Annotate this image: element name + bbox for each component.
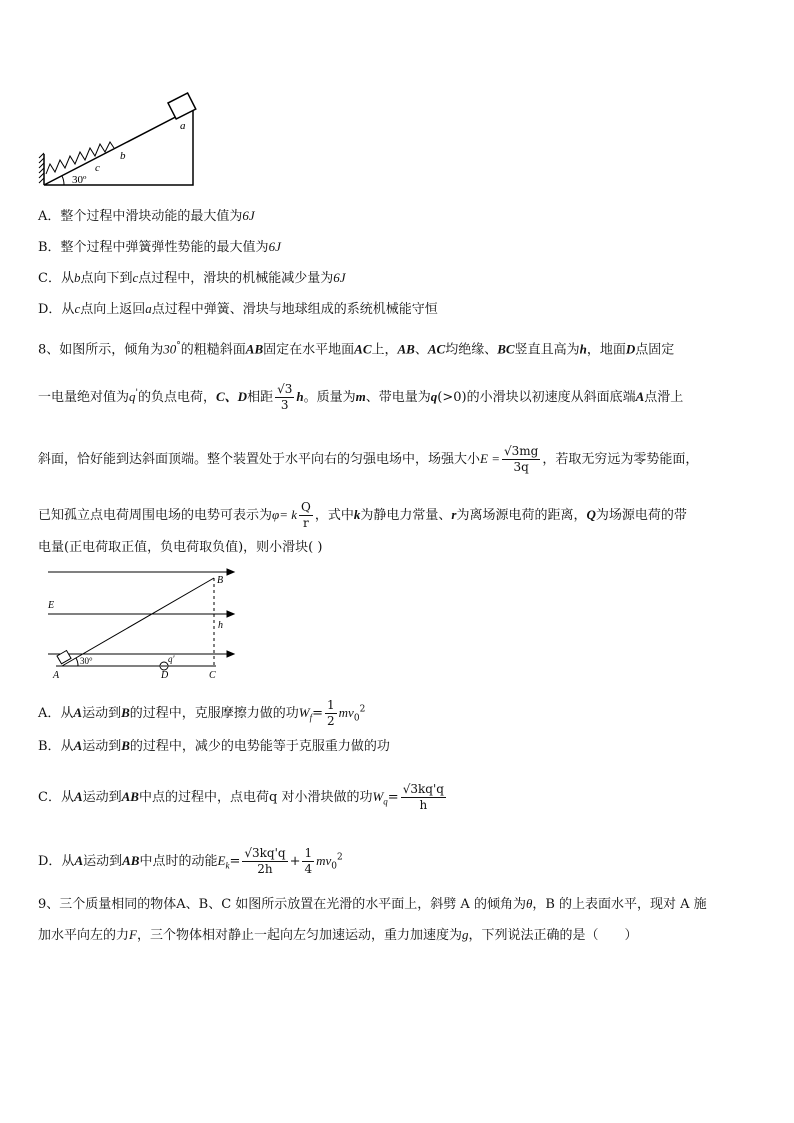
fig1-label-b: b (120, 150, 126, 162)
q7-option-a: A．整个过程中滑块动能的最大值为6J (38, 208, 255, 224)
q7-option-d: D．从c点向上返回a点过程中弹簧、滑块与地球组成的系统机械能守恒 (38, 301, 438, 317)
fig1-label-a: a (180, 120, 186, 132)
fig2-label-q: q' (168, 654, 175, 664)
q9-line-2: 加水平向左的力F，三个物体相对静止一起向左匀加速运动，重力加速度为g，下列说法正确的是（ ） (38, 927, 638, 943)
q7-option-c: C．从b点向下到c点过程中，滑块的机械能减少量为6J (38, 270, 346, 286)
incline-field-figure (38, 568, 243, 683)
q8-option-c: C．从A运动到AB中点的过程中，点电荷q 对小滑块做的功$W_q=$ $\frac{√3kq'q}{h}$ (38, 782, 444, 812)
fig2-label-c: C (209, 670, 216, 681)
q8-line-1: 8、如图所示，倾角为30°的粗糙斜面AB固定在水平地面AC上，AB、AC均绝缘、BC竖直且高为h，地面D点固定 (38, 341, 675, 358)
q8-line-5: 电量(正电荷取正值，负电荷取负值)，则小滑块( ) (38, 540, 323, 555)
fig1-angle: 30º (72, 174, 87, 186)
fig2-label-a: A (53, 670, 60, 681)
spring-incline-figure (38, 88, 198, 190)
q8-line-4: 已知孤立点电荷周围电场的电势可表示为φ= k $\frac{Q}{r}$ ，式中k为静电力常量、r为离场源电荷的距离，Q为场源电荷的带 (38, 500, 687, 530)
fig2-label-e: E (48, 600, 55, 611)
fig1-label-c: c (95, 162, 100, 174)
q8-line-3: 斜面，恰好能到达斜面顶端。整个装置处于水平向右的匀强电场中，场强大小E = $\frac{√3mg}{3q}$ ，若取无穷远为零势能面， (38, 444, 699, 474)
fig2-label-h: h (218, 620, 223, 631)
q8-option-b: B．从A运动到B的过程中，减少的电势能等于克服重力做的功 (38, 738, 390, 754)
q8-option-a: A．从A运动到B的过程中，克服摩擦力做的功$W_f=$ $\frac{1}{2}$ $mv_0^2$ (38, 698, 366, 728)
q8-option-d: D．从A运动到AB中点时的动能$E_k=$ $\frac{√3kq'q}{2h}$ + $\frac{1}{4}$ $mv_0^2$ (38, 846, 343, 876)
q9-line-1: 9、三个质量相同的物体A、B、C 如图所示放置在光滑的水平面上，斜劈 A 的倾角为θ，B 的上表面水平，现对 A 施 (38, 896, 707, 912)
q8-line-2: 一电量绝对值为q'的负点电荷，C、D相距 $\frac{√3}{3}$ h。质量为m、带电量为q(>0)的小滑块以初速度从斜面底端A点滑上 (38, 382, 684, 412)
q7-option-b: B．整个过程中弹簧弹性势能的最大值为6J (38, 239, 281, 255)
fig2-angle: 30° (80, 656, 93, 666)
fig2-label-b: B (217, 575, 224, 586)
fig2-label-d: D (161, 670, 169, 681)
